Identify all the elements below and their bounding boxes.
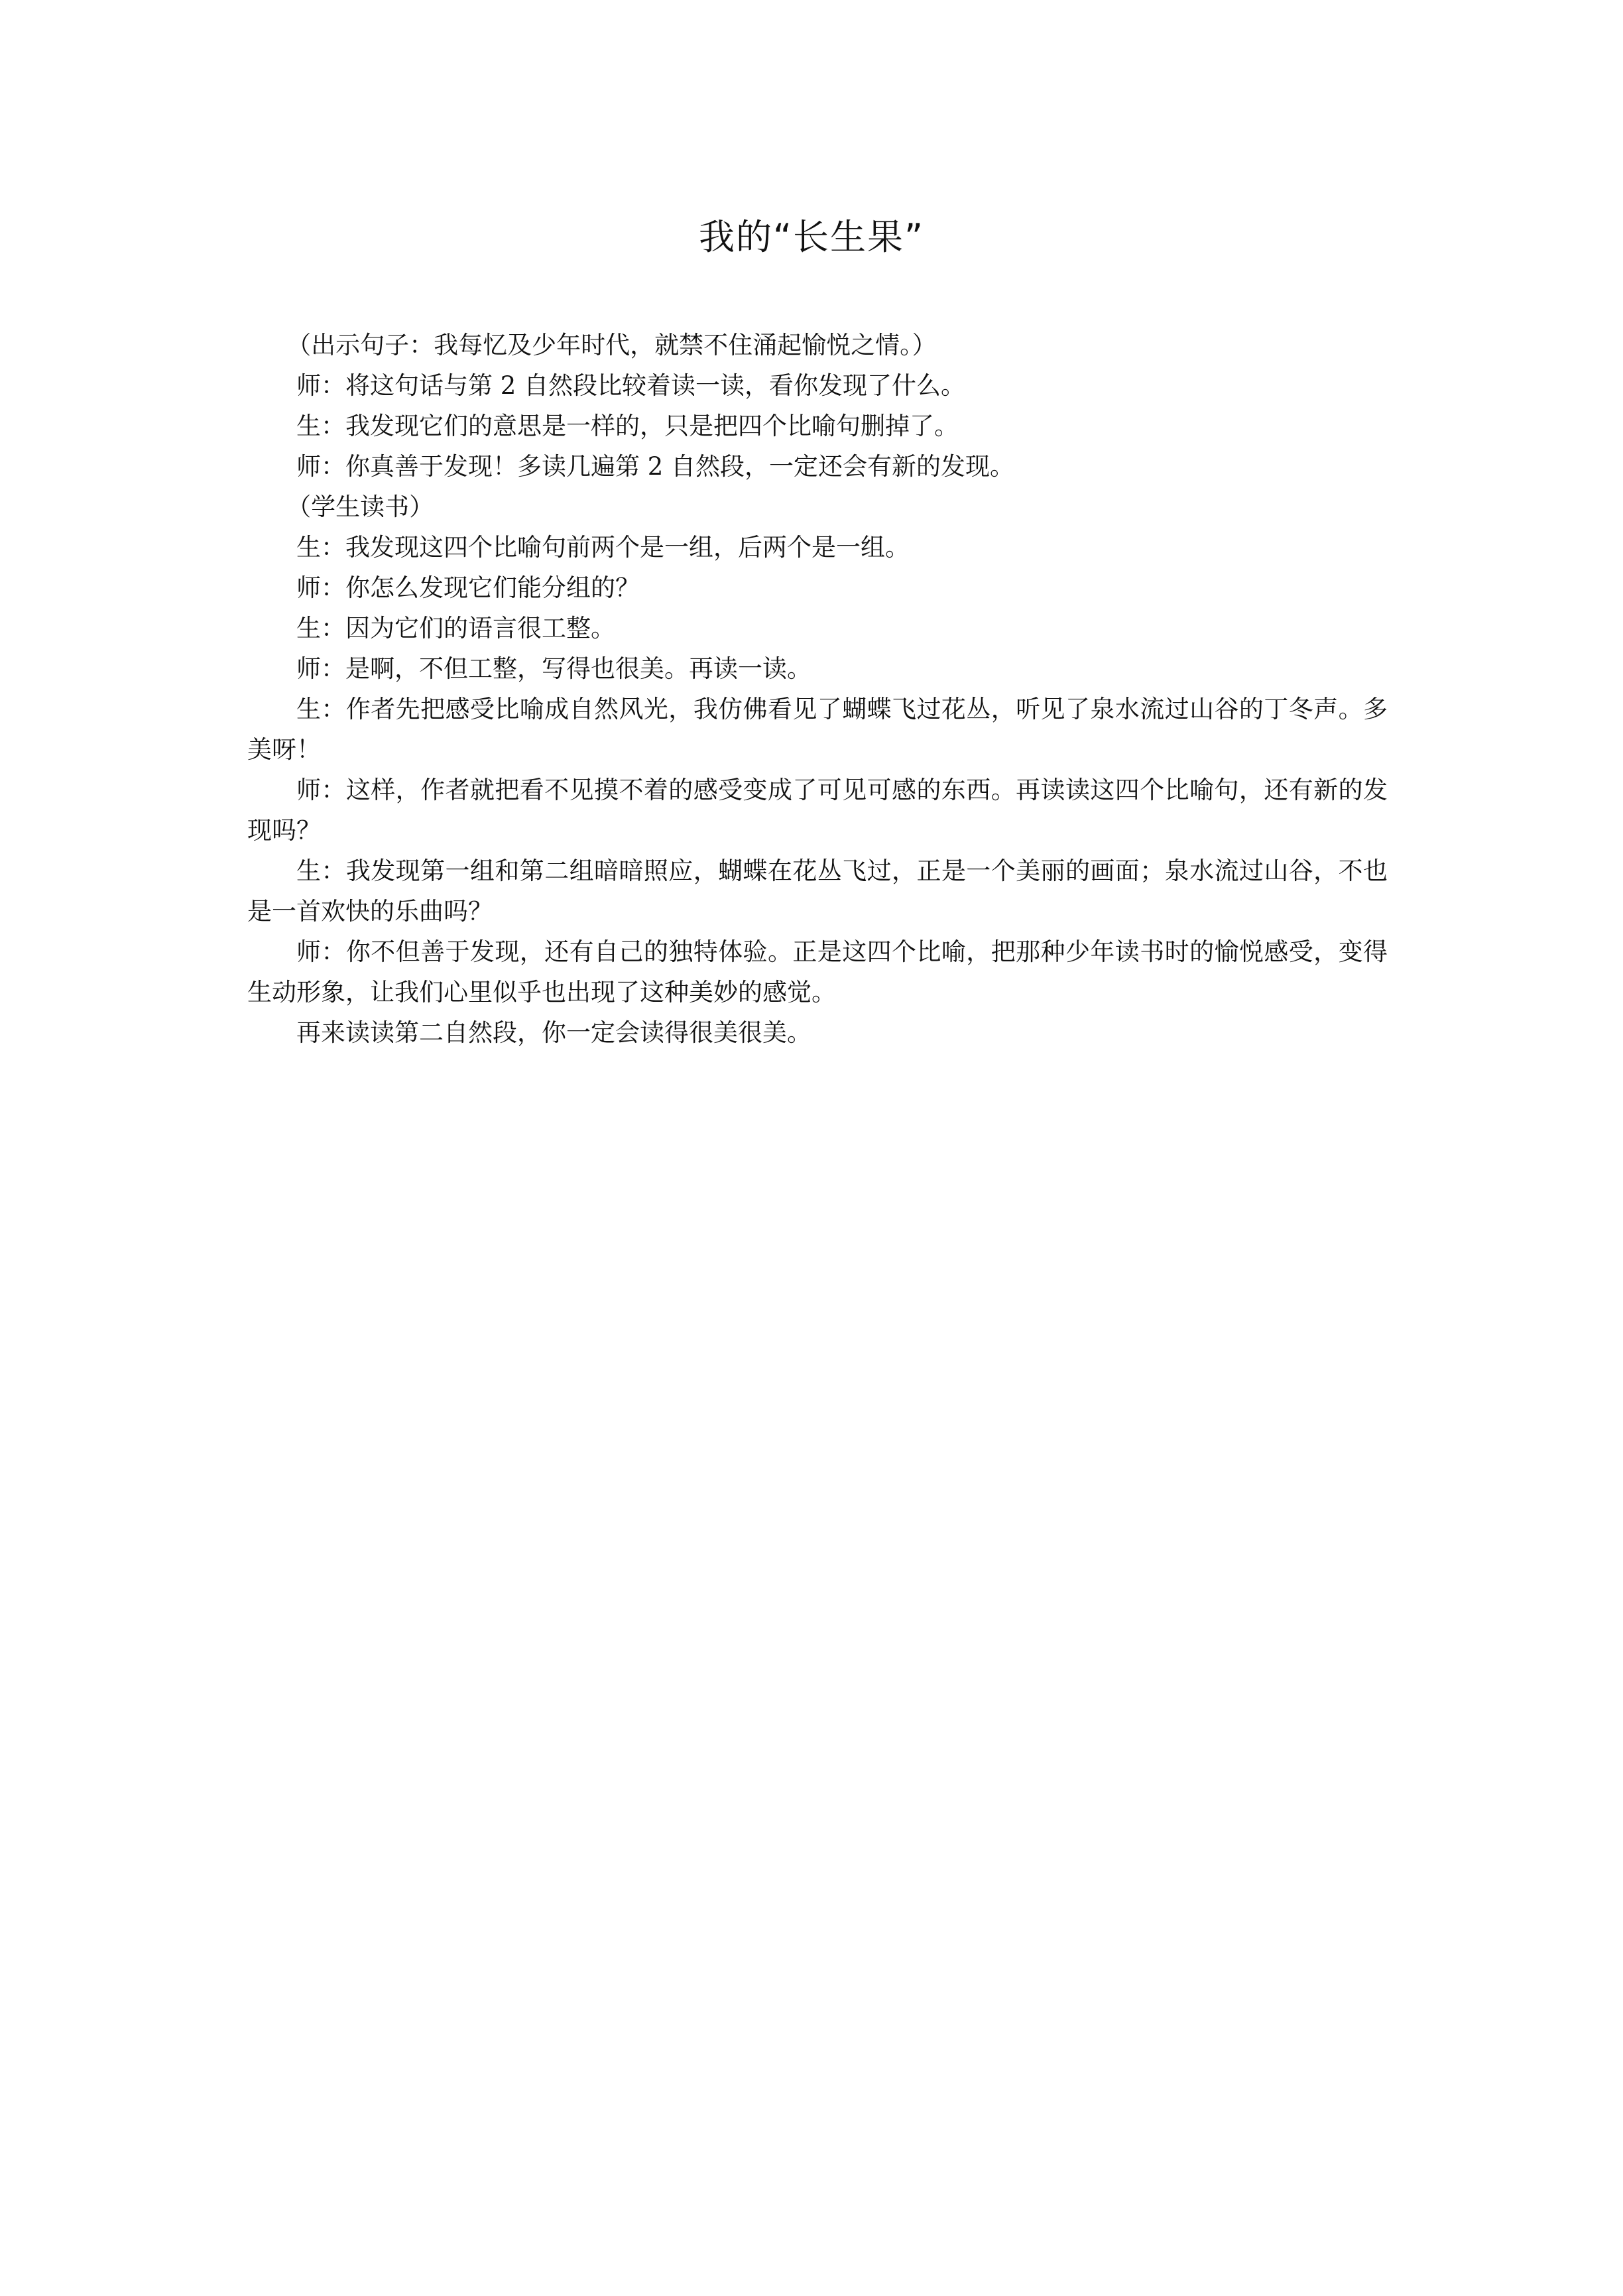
document-title: 我的“长生果” — [699, 216, 924, 258]
paragraph-1: （出示句子：我每忆及少年时代，就禁不住涌起愉悦之情。） — [286, 331, 937, 359]
paragraph-8: 生：因为它们的语言很工整。 — [296, 614, 615, 642]
paragraph-10: 生：作者先把感受比喻成自然风光，我仿佛看见了蝴蝶飞过花丛，听见了泉水流过山谷的丁冬声。多美呀！ — [247, 695, 1388, 764]
paragraph-13: 师：你不但善于发现，还有自己的独特体验。正是这四个比喻，把那种少年读书时的愉悦感受，变得生动形象，让我们心里似乎也出现了这种美妙的感觉。 — [247, 937, 1388, 1006]
paragraph-6: 生：我发现这四个比喻句前两个是一组，后两个是一组。 — [296, 533, 910, 562]
paragraph-4: 师：你真善于发现！多读几遍第 2 自然段，一定还会有新的发现。 — [296, 452, 1015, 481]
paragraph-3: 生：我发现它们的意思是一样的，只是把四个比喻句删掉了。 — [296, 412, 959, 440]
document-body — [247, 325, 1388, 1053]
paragraph-7: 师：你怎么发现它们能分组的？ — [296, 574, 640, 602]
paragraph-5: （学生读书） — [286, 493, 434, 521]
paragraph-9: 师：是啊，不但工整，写得也很美。再读一读。 — [296, 654, 812, 683]
paragraph-14: 再来读读第二自然段，你一定会读得很美很美。 — [296, 1018, 812, 1047]
paragraph-11: 师：这样，作者就把看不见摸不着的感受变成了可见可感的东西。再读读这四个比喻句，还有新的发现吗？ — [247, 776, 1388, 845]
paragraph-2: 师：将这句话与第 2 自然段比较着读一读，看你发现了什么。 — [296, 371, 966, 400]
paragraph-12: 生：我发现第一组和第二组暗暗照应，蝴蝶在花丛飞过，正是一个美丽的画面；泉水流过山谷，不也是一首欢快的乐曲吗？ — [247, 857, 1388, 926]
